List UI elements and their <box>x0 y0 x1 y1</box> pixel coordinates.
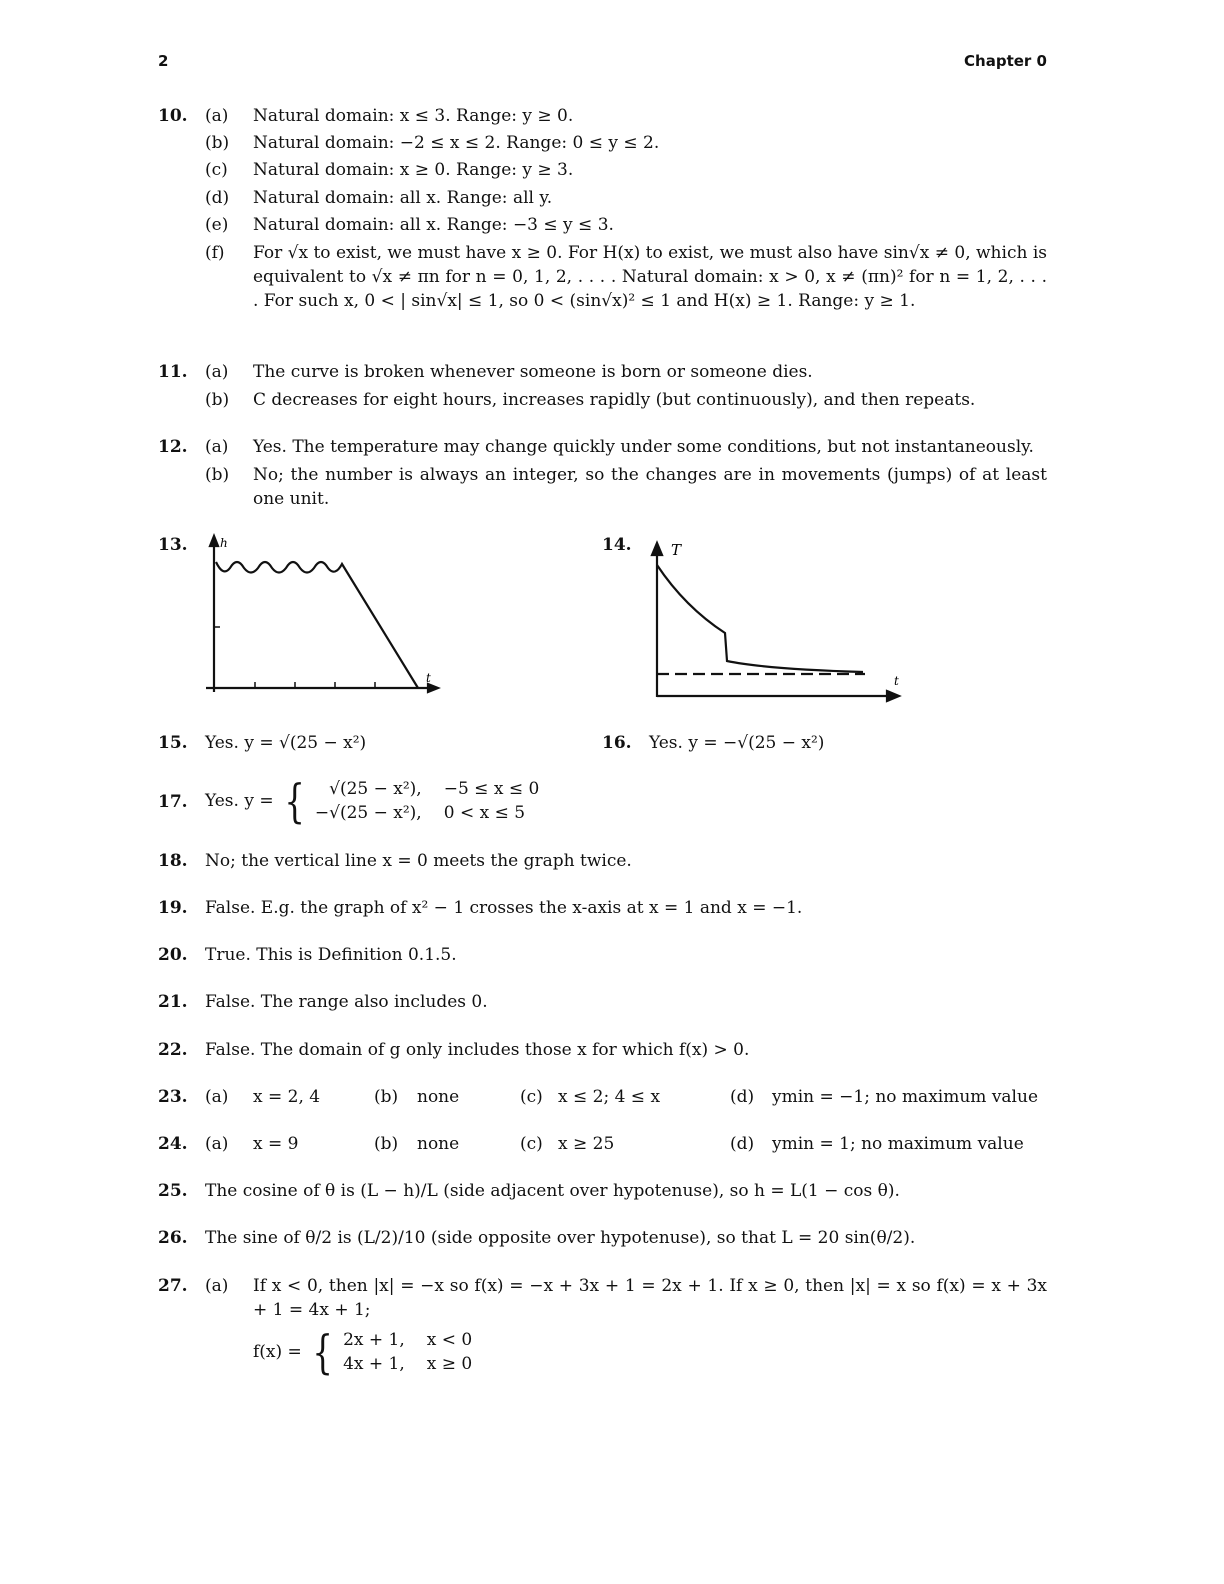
y-axis-arrow <box>210 536 218 546</box>
problem-number: 16. <box>602 733 632 753</box>
part-f: (f) For √x to exist, we must have x ≥ 0. For H(x) to exist, we must also have sin√x ≠ 0, which is equivalent to √x ≠ πn for n = 0, 1, 2, . . . . Natural domain: x > 0, x ≠ (πn)² for n = 1, 2, . . . . For such x, 0 < | sin√x| ≤ 1, so 0 < (sin√x)² ≤ 1 and H(x) ≥ 1. Range: y ≥ 1. <box>205 243 1047 311</box>
x-axis-label: t <box>426 671 431 685</box>
part-text: Natural domain: x ≤ 3. Range: y ≥ 0. <box>253 106 574 126</box>
problem-number: 11. <box>158 362 188 382</box>
case-expression: √(25 − x²), <box>329 779 422 799</box>
case-table <box>343 1328 472 1376</box>
problem-text: True. This is Definition 0.1.5. <box>205 945 457 965</box>
part-b: (b) Natural domain: −2 ≤ x ≤ 2. Range: 0 ≤ y ≤ 2. <box>158 131 1047 158</box>
part-text: Natural domain: −2 ≤ x ≤ 2. Range: 0 ≤ y ≤ 2. <box>253 133 660 153</box>
part-text: Natural domain: all x. Range: all y. <box>253 188 553 208</box>
problem-number: 18. <box>158 851 188 871</box>
problem-number: 21. <box>158 992 188 1012</box>
y-axis-label: h <box>220 536 228 550</box>
part-text: No; the number is always an integer, so the changes are in movements (jumps) of at least one unit. <box>253 465 1047 509</box>
problem-23 <box>158 1085 1047 1109</box>
problem-22 <box>158 1038 1047 1062</box>
problem-number: 20. <box>158 945 188 965</box>
part-a: (a) Natural domain: x ≤ 3. Range: y ≥ 0. <box>158 104 1047 131</box>
problem-text: False. The range also includes 0. <box>205 992 488 1012</box>
case-expression: 2x + 1, <box>343 1330 405 1350</box>
problem-11 <box>158 360 1047 412</box>
case-table <box>315 777 539 825</box>
part-c-text: x ≥ 25 <box>558 1134 615 1154</box>
case-condition: −5 ≤ x ≤ 0 <box>443 779 540 799</box>
part-a-text: x = 9 <box>253 1134 299 1154</box>
problem-number: 15. <box>158 733 188 753</box>
x-axis-label: t <box>894 674 899 688</box>
problem-text: False. E.g. the graph of x² − 1 crosses the x-axis at x = 1 and x = −1. <box>205 898 803 918</box>
problem-text: False. The domain of g only includes those x for which f(x) > 0. <box>205 1040 750 1060</box>
graph-13 <box>200 532 445 697</box>
x-axis-arrow <box>428 684 438 692</box>
part-a: (a) If x < 0, then |x| = −x so f(x) = −x + 3x + 1 = 2x + 1. If x ≥ 0, then |x| = x so f(x) = x + 3x + 1 = 4x + 1; <box>205 1276 1047 1320</box>
problem-20 <box>158 943 1047 967</box>
answer-row: (a) x = 9 (b) none (c) x ≥ 25 (d) ymin = 1; no maximum value <box>205 1134 1024 1154</box>
left-brace: { <box>312 1325 333 1379</box>
problem-18 <box>158 849 1047 873</box>
part-d-text: ymin = −1; no maximum value <box>772 1087 1038 1107</box>
problem-21 <box>158 990 1047 1014</box>
part-c: (c) Natural domain: x ≥ 0. Range: y ≥ 3. <box>158 158 1047 186</box>
piecewise-function <box>253 1325 473 1379</box>
problem-number: 13. <box>158 535 188 555</box>
problem-text: Yes. y = −√(25 − x²) <box>649 733 825 753</box>
case-expression: 4x + 1, <box>343 1354 405 1374</box>
part-text: For √x to exist, we must have x ≥ 0. For H(x) to exist, we must also have sin√x ≠ 0, which is equivalent to √x ≠ πn for n = 0, 1, 2, . . . . Natural domain: x > 0, x ≠ (πn)² for n = 1, 2, . . . . For such x, 0 < | sin√x| ≤ 1, so 0 < (sin√x)² ≤ 1 and H(x) ≥ 1. Range: y ≥ 1. <box>253 243 1047 311</box>
part-text: If x < 0, then |x| = −x so f(x) = −x + 3x + 1 = 2x + 1. If x ≥ 0, then |x| = x so f(x) = x + 3x + 1 = 4x + 1; <box>253 1276 1047 1320</box>
y-axis-arrow <box>652 543 662 555</box>
part-text: Natural domain: x ≥ 0. Range: y ≥ 3. <box>253 160 574 180</box>
problem-number: 17. <box>158 792 188 812</box>
part-b: (b) C decreases for eight hours, increases rapidly (but continuously), and then repeats. <box>158 388 1047 412</box>
part-d: (d) Natural domain: all x. Range: all y. <box>158 186 1047 213</box>
problem-16 <box>602 731 1042 755</box>
problem-number: 19. <box>158 898 188 918</box>
y-axis-label: T <box>671 541 682 559</box>
part-text: C decreases for eight hours, increases rapidly (but continuously), and then repeats. <box>253 390 976 410</box>
problem-number: 25. <box>158 1181 188 1201</box>
problem-text: Yes. y = √(25 − x²) <box>205 733 367 753</box>
part-a: (a) The curve is broken whenever someone is born or someone dies. <box>158 360 1047 388</box>
problem-19 <box>158 896 1047 920</box>
part-text: Natural domain: all x. Range: −3 ≤ y ≤ 3. <box>253 215 614 235</box>
problem-27 <box>158 1274 1047 1379</box>
problem-10 <box>158 104 1047 313</box>
function-lead: Yes. y = <box>205 791 274 811</box>
height-curve <box>216 562 418 688</box>
function-lead: f(x) = <box>253 1342 302 1362</box>
part-text: Yes. The temperature may change quickly under some conditions, but not instantaneously. <box>253 437 1034 457</box>
left-brace: { <box>283 774 305 828</box>
problem-24 <box>158 1132 1047 1156</box>
part-b-text: none <box>417 1134 460 1154</box>
problem-number: 24. <box>158 1134 188 1154</box>
problem-number: 23. <box>158 1087 188 1107</box>
problem-number: 12. <box>158 437 188 457</box>
problem-17 <box>158 774 658 831</box>
part-b-text: none <box>417 1087 460 1107</box>
problem-text: The sine of θ/2 is (L/2)/10 (side opposite over hypotenuse), so that L = 20 sin(θ/2). <box>205 1228 916 1248</box>
chapter-title: Chapter 0 <box>964 52 1047 70</box>
case-condition: x < 0 <box>426 1330 473 1350</box>
graph-14 <box>645 537 905 707</box>
problem-15 <box>158 731 578 755</box>
problem-text: The cosine of θ is (L − h)/L (side adjacent over hypotenuse), so h = L(1 − cos θ). <box>205 1181 900 1201</box>
problem-number: 10. <box>158 106 188 126</box>
part-b: (b) No; the number is always an integer, so the changes are in movements (jumps) of at least one unit. <box>205 465 1047 509</box>
problem-number: 26. <box>158 1228 188 1248</box>
problem-number: 22. <box>158 1040 188 1060</box>
part-text: The curve is broken whenever someone is born or someone dies. <box>253 362 813 382</box>
answer-row: (a) x = 2, 4 (b) none (c) x ≤ 2; 4 ≤ x (d) ymin = −1; no maximum value <box>205 1087 1038 1107</box>
part-e: (e) Natural domain: all x. Range: −3 ≤ y ≤ 3. <box>158 213 1047 241</box>
temperature-curve <box>657 565 863 672</box>
x-axis-arrow <box>887 691 899 701</box>
problem-26 <box>158 1226 1047 1250</box>
case-expression: −√(25 − x²), <box>314 803 422 823</box>
piecewise-function <box>205 774 540 828</box>
problem-25 <box>158 1179 1047 1203</box>
problem-number: 14. <box>602 535 632 555</box>
page-number: 2 <box>158 52 169 70</box>
problem-12 <box>158 435 1047 511</box>
problem-text: No; the vertical line x = 0 meets the graph twice. <box>205 851 632 871</box>
part-a: (a) Yes. The temperature may change quickly under some conditions, but not instantaneously. <box>158 435 1047 463</box>
case-condition: 0 < x ≤ 5 <box>443 803 526 823</box>
problem-number: 27. <box>158 1276 188 1296</box>
case-condition: x ≥ 0 <box>426 1354 473 1374</box>
part-a-text: x = 2, 4 <box>253 1087 321 1107</box>
part-d-text: ymin = 1; no maximum value <box>772 1134 1024 1154</box>
part-c-text: x ≤ 2; 4 ≤ x <box>558 1087 661 1107</box>
